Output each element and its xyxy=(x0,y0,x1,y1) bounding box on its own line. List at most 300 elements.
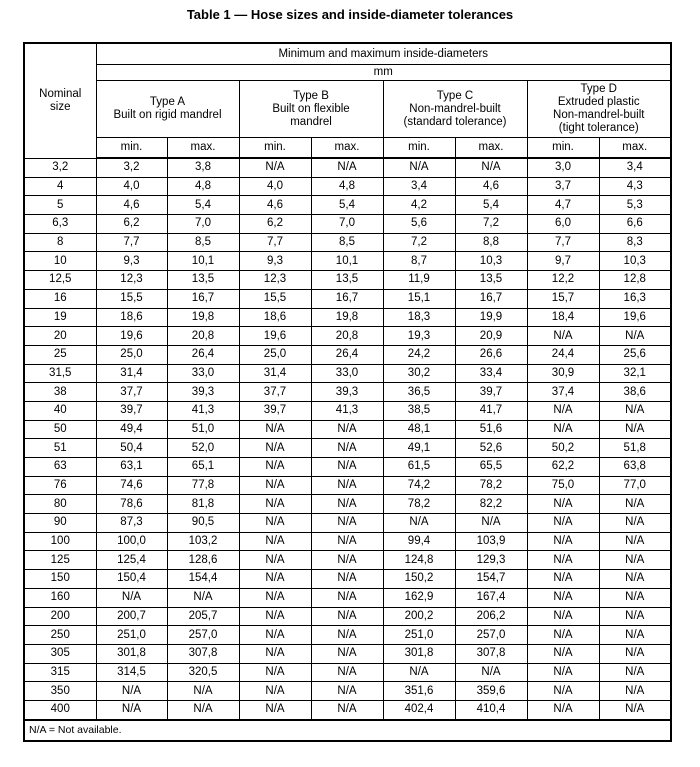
diameter-cell: 78,2 xyxy=(455,476,527,495)
table-row xyxy=(24,700,671,719)
diameter-cell: 251,0 xyxy=(383,626,455,645)
table-caption: Table 1 — Hose sizes and inside-diameter tolerances xyxy=(186,7,514,22)
diameter-cell: N/A xyxy=(311,663,383,682)
diameter-cell: 19,9 xyxy=(455,308,527,327)
diameter-cell: 10,3 xyxy=(455,252,527,271)
diameter-cell: 5,4 xyxy=(311,196,383,215)
diameter-cell: 301,8 xyxy=(383,644,455,663)
table-row xyxy=(24,626,671,645)
nominal-size-cell: 305 xyxy=(24,644,96,663)
diameter-cell: 8,5 xyxy=(167,233,239,252)
diameter-cell: 7,7 xyxy=(239,233,311,252)
diameter-cell: 200,2 xyxy=(383,607,455,626)
diameter-cell: 41,7 xyxy=(455,401,527,420)
diameter-cell: 36,5 xyxy=(383,383,455,402)
diameter-cell: N/A xyxy=(527,401,599,420)
diameter-cell: N/A xyxy=(311,551,383,570)
diameter-cell: 12,3 xyxy=(96,271,167,290)
diameter-cell: 41,3 xyxy=(167,401,239,420)
diameter-cell: N/A xyxy=(599,626,671,645)
diameter-cell: 410,4 xyxy=(455,700,527,719)
diameter-cell: N/A xyxy=(383,514,455,533)
diameter-cell: 26,4 xyxy=(167,345,239,364)
diameter-cell: 11,9 xyxy=(383,271,455,290)
type-d-header: Type D Extruded plastic Non-mandrel-built (tight tolerance) xyxy=(527,81,671,138)
diameter-cell: 33,0 xyxy=(311,364,383,383)
unit-header: mm xyxy=(96,65,671,81)
table-row xyxy=(24,514,671,533)
type-a-min-header: min. xyxy=(96,138,167,159)
diameter-cell: 4,6 xyxy=(96,196,167,215)
diameter-cell: 39,7 xyxy=(455,383,527,402)
diameter-cell: 65,1 xyxy=(167,458,239,477)
diameter-cell: 257,0 xyxy=(455,626,527,645)
type-c-max-header: max. xyxy=(455,138,527,159)
diameter-cell: N/A xyxy=(239,682,311,701)
diameter-cell: 62,2 xyxy=(527,458,599,477)
diameter-cell: 74,2 xyxy=(383,476,455,495)
diameter-cell: 128,6 xyxy=(167,551,239,570)
diameter-cell: 7,0 xyxy=(167,215,239,234)
diameter-cell: 30,2 xyxy=(383,364,455,383)
table-body xyxy=(24,158,671,720)
diameter-cell: N/A xyxy=(599,570,671,589)
diameter-cell: 4,8 xyxy=(167,177,239,196)
diameter-cell: 257,0 xyxy=(167,626,239,645)
diameter-cell: 129,3 xyxy=(455,551,527,570)
diameter-cell: N/A xyxy=(311,607,383,626)
diameter-cell: 167,4 xyxy=(455,588,527,607)
diameter-cell: N/A xyxy=(527,420,599,439)
diameter-cell: 18,4 xyxy=(527,308,599,327)
diameter-cell: 49,4 xyxy=(96,420,167,439)
diameter-cell: N/A xyxy=(311,570,383,589)
diameter-cell: N/A xyxy=(527,588,599,607)
group-header: Minimum and maximum inside-diameters xyxy=(96,43,671,65)
diameter-cell: 251,0 xyxy=(96,626,167,645)
nominal-size-cell: 315 xyxy=(24,663,96,682)
diameter-cell: N/A xyxy=(167,700,239,719)
nominal-size-cell: 8 xyxy=(24,233,96,252)
diameter-cell: 51,0 xyxy=(167,420,239,439)
diameter-cell: 8,7 xyxy=(383,252,455,271)
diameter-cell: 16,7 xyxy=(311,289,383,308)
nominal-size-cell: 51 xyxy=(24,439,96,458)
diameter-cell: N/A xyxy=(527,551,599,570)
diameter-cell: 124,8 xyxy=(383,551,455,570)
table-row xyxy=(24,476,671,495)
diameter-cell: 8,3 xyxy=(599,233,671,252)
nominal-size-cell: 5 xyxy=(24,196,96,215)
nominal-size-cell: 3,2 xyxy=(24,158,96,177)
table-row xyxy=(24,177,671,196)
diameter-cell: N/A xyxy=(527,663,599,682)
diameter-cell: N/A xyxy=(383,158,455,177)
diameter-cell: 37,4 xyxy=(527,383,599,402)
diameter-cell: N/A xyxy=(311,626,383,645)
diameter-cell: N/A xyxy=(239,420,311,439)
diameter-cell: N/A xyxy=(311,495,383,514)
diameter-cell: 13,5 xyxy=(167,271,239,290)
table-row xyxy=(24,271,671,290)
table-row xyxy=(24,327,671,346)
diameter-cell: 3,0 xyxy=(527,158,599,177)
diameter-cell: 7,2 xyxy=(383,233,455,252)
diameter-cell: 206,2 xyxy=(455,607,527,626)
nominal-size-cell: 350 xyxy=(24,682,96,701)
type-c-header: Type C Non-mandrel-built (standard tolerance) xyxy=(383,81,527,138)
diameter-cell: 38,5 xyxy=(383,401,455,420)
diameter-cell: 12,2 xyxy=(527,271,599,290)
diameter-cell: 154,4 xyxy=(167,570,239,589)
diameter-cell: 24,2 xyxy=(383,345,455,364)
diameter-cell: 5,4 xyxy=(455,196,527,215)
nominal-size-cell: 40 xyxy=(24,401,96,420)
diameter-cell: N/A xyxy=(455,514,527,533)
diameter-cell: 103,2 xyxy=(167,532,239,551)
diameter-cell: 48,1 xyxy=(383,420,455,439)
table-row xyxy=(24,364,671,383)
diameter-cell: 9,3 xyxy=(239,252,311,271)
diameter-cell: N/A xyxy=(311,420,383,439)
diameter-cell: 26,4 xyxy=(311,345,383,364)
diameter-cell: 4,2 xyxy=(383,196,455,215)
table-row xyxy=(24,551,671,570)
diameter-cell: N/A xyxy=(239,551,311,570)
diameter-cell: N/A xyxy=(167,682,239,701)
diameter-cell: 38,6 xyxy=(599,383,671,402)
diameter-cell: N/A xyxy=(599,607,671,626)
diameter-cell: 33,4 xyxy=(455,364,527,383)
diameter-cell: 7,0 xyxy=(311,215,383,234)
diameter-cell: 74,6 xyxy=(96,476,167,495)
diameter-cell: 351,6 xyxy=(383,682,455,701)
diameter-cell: 4,6 xyxy=(239,196,311,215)
diameter-cell: 25,6 xyxy=(599,345,671,364)
table-row xyxy=(24,570,671,589)
type-b-min-header: min. xyxy=(239,138,311,159)
table-row xyxy=(24,196,671,215)
diameter-cell: N/A xyxy=(599,663,671,682)
diameter-cell: N/A xyxy=(311,682,383,701)
diameter-cell: 65,5 xyxy=(455,458,527,477)
diameter-cell: 15,7 xyxy=(527,289,599,308)
diameter-cell: 13,5 xyxy=(455,271,527,290)
table-row xyxy=(24,644,671,663)
diameter-cell: 4,0 xyxy=(96,177,167,196)
table-row xyxy=(24,607,671,626)
diameter-cell: 5,3 xyxy=(599,196,671,215)
diameter-cell: N/A xyxy=(527,532,599,551)
diameter-cell: N/A xyxy=(599,401,671,420)
diameter-cell: N/A xyxy=(527,327,599,346)
diameter-cell: 6,2 xyxy=(96,215,167,234)
nominal-size-cell: 20 xyxy=(24,327,96,346)
diameter-cell: 52,0 xyxy=(167,439,239,458)
diameter-cell: 4,0 xyxy=(239,177,311,196)
table-row xyxy=(24,682,671,701)
table-row xyxy=(24,252,671,271)
diameter-cell: 3,7 xyxy=(527,177,599,196)
diameter-cell: N/A xyxy=(311,700,383,719)
diameter-cell: 150,2 xyxy=(383,570,455,589)
diameter-cell: N/A xyxy=(599,420,671,439)
diameter-cell: 39,7 xyxy=(239,401,311,420)
diameter-cell: 13,5 xyxy=(311,271,383,290)
diameter-cell: 6,2 xyxy=(239,215,311,234)
diameter-cell: 4,6 xyxy=(455,177,527,196)
diameter-cell: 25,0 xyxy=(96,345,167,364)
diameter-cell: 7,7 xyxy=(527,233,599,252)
diameter-cell: N/A xyxy=(239,476,311,495)
diameter-cell: 402,4 xyxy=(383,700,455,719)
diameter-cell: N/A xyxy=(239,458,311,477)
diameter-cell: 103,9 xyxy=(455,532,527,551)
nominal-size-cell: 16 xyxy=(24,289,96,308)
diameter-cell: 37,7 xyxy=(239,383,311,402)
table-row xyxy=(24,663,671,682)
diameter-cell: 19,3 xyxy=(383,327,455,346)
diameter-cell: 20,8 xyxy=(167,327,239,346)
table-row xyxy=(24,383,671,402)
diameter-cell: 8,8 xyxy=(455,233,527,252)
diameter-cell: N/A xyxy=(527,607,599,626)
diameter-cell: 51,8 xyxy=(599,439,671,458)
diameter-cell: 6,0 xyxy=(527,215,599,234)
nominal-size-cell: 63 xyxy=(24,458,96,477)
diameter-cell: 4,7 xyxy=(527,196,599,215)
table-row xyxy=(24,588,671,607)
nominal-size-cell: 200 xyxy=(24,607,96,626)
diameter-cell: 61,5 xyxy=(383,458,455,477)
table-row xyxy=(24,401,671,420)
diameter-cell: 81,8 xyxy=(167,495,239,514)
diameter-cell: 18,6 xyxy=(96,308,167,327)
diameter-cell: 25,0 xyxy=(239,345,311,364)
diameter-cell: N/A xyxy=(239,158,311,177)
diameter-cell: N/A xyxy=(527,570,599,589)
diameter-cell: 18,3 xyxy=(383,308,455,327)
diameter-cell: N/A xyxy=(311,532,383,551)
diameter-cell: 33,0 xyxy=(167,364,239,383)
diameter-cell: N/A xyxy=(311,439,383,458)
nominal-size-cell: 100 xyxy=(24,532,96,551)
nominal-size-cell: 80 xyxy=(24,495,96,514)
diameter-cell: 78,6 xyxy=(96,495,167,514)
diameter-cell: N/A xyxy=(311,588,383,607)
diameter-cell: 18,6 xyxy=(239,308,311,327)
nominal-size-cell: 50 xyxy=(24,420,96,439)
diameter-cell: 20,9 xyxy=(455,327,527,346)
table-note: N/A = Not available. xyxy=(24,720,671,741)
table-row xyxy=(24,308,671,327)
diameter-cell: 20,8 xyxy=(311,327,383,346)
diameter-cell: N/A xyxy=(239,532,311,551)
diameter-cell: 31,4 xyxy=(239,364,311,383)
diameter-cell: 5,4 xyxy=(167,196,239,215)
nominal-size-cell: 250 xyxy=(24,626,96,645)
nominal-size-cell: 4 xyxy=(24,177,96,196)
diameter-cell: 5,6 xyxy=(383,215,455,234)
diameter-cell: 52,6 xyxy=(455,439,527,458)
table-row xyxy=(24,345,671,364)
diameter-cell: N/A xyxy=(599,514,671,533)
diameter-cell: N/A xyxy=(599,682,671,701)
diameter-cell: N/A xyxy=(239,644,311,663)
diameter-cell: 16,7 xyxy=(455,289,527,308)
diameter-cell: N/A xyxy=(239,570,311,589)
diameter-cell: 3,4 xyxy=(599,158,671,177)
diameter-cell: N/A xyxy=(167,588,239,607)
diameter-cell: 307,8 xyxy=(167,644,239,663)
diameter-cell: N/A xyxy=(96,682,167,701)
diameter-cell: 4,8 xyxy=(311,177,383,196)
diameter-cell: 39,3 xyxy=(311,383,383,402)
diameter-cell: 9,3 xyxy=(96,252,167,271)
diameter-cell: 205,7 xyxy=(167,607,239,626)
nominal-size-cell: 31,5 xyxy=(24,364,96,383)
nominal-size-cell: 76 xyxy=(24,476,96,495)
diameter-cell: N/A xyxy=(527,644,599,663)
type-d-max-header: max. xyxy=(599,138,671,159)
diameter-cell: N/A xyxy=(311,158,383,177)
diameter-cell: 51,6 xyxy=(455,420,527,439)
diameter-cell: 50,2 xyxy=(527,439,599,458)
diameter-cell: N/A xyxy=(455,158,527,177)
table-row xyxy=(24,458,671,477)
diameter-cell: 77,8 xyxy=(167,476,239,495)
diameter-cell: 10,1 xyxy=(311,252,383,271)
diameter-cell: 16,3 xyxy=(599,289,671,308)
diameter-cell: 19,8 xyxy=(311,308,383,327)
diameter-cell: N/A xyxy=(311,514,383,533)
diameter-cell: N/A xyxy=(96,700,167,719)
diameter-cell: 82,2 xyxy=(455,495,527,514)
diameter-cell: 359,6 xyxy=(455,682,527,701)
diameter-cell: 78,2 xyxy=(383,495,455,514)
diameter-cell: 63,8 xyxy=(599,458,671,477)
diameter-cell: 87,3 xyxy=(96,514,167,533)
nominal-size-cell: 6,3 xyxy=(24,215,96,234)
diameter-cell: N/A xyxy=(239,626,311,645)
diameter-cell: 15,1 xyxy=(383,289,455,308)
diameter-cell: 19,6 xyxy=(239,327,311,346)
table-row xyxy=(24,532,671,551)
diameter-cell: N/A xyxy=(599,532,671,551)
diameter-cell: N/A xyxy=(599,551,671,570)
nominal-size-cell: 38 xyxy=(24,383,96,402)
diameter-cell: N/A xyxy=(239,700,311,719)
diameter-cell: 19,6 xyxy=(96,327,167,346)
type-a-max-header: max. xyxy=(167,138,239,159)
diameter-cell: N/A xyxy=(239,495,311,514)
table-row xyxy=(24,439,671,458)
nominal-size-header: Nominal size xyxy=(24,43,96,158)
nominal-size-cell: 19 xyxy=(24,308,96,327)
diameter-cell: N/A xyxy=(599,700,671,719)
diameter-cell: 3,4 xyxy=(383,177,455,196)
diameter-cell: N/A xyxy=(311,458,383,477)
diameter-cell: 31,4 xyxy=(96,364,167,383)
diameter-cell: 75,0 xyxy=(527,476,599,495)
diameter-cell: 30,9 xyxy=(527,364,599,383)
diameter-cell: N/A xyxy=(599,588,671,607)
diameter-cell: N/A xyxy=(599,495,671,514)
table-row xyxy=(24,420,671,439)
diameter-cell: 99,4 xyxy=(383,532,455,551)
diameter-cell: N/A xyxy=(239,663,311,682)
table-row xyxy=(24,495,671,514)
diameter-cell: 63,1 xyxy=(96,458,167,477)
diameter-cell: N/A xyxy=(527,514,599,533)
nominal-size-cell: 400 xyxy=(24,700,96,719)
diameter-cell: 320,5 xyxy=(167,663,239,682)
diameter-cell: 100,0 xyxy=(96,532,167,551)
nominal-size-cell: 125 xyxy=(24,551,96,570)
table-row xyxy=(24,158,671,177)
table-row xyxy=(24,215,671,234)
type-b-header: Type B Built on flexible mandrel xyxy=(239,81,383,138)
diameter-cell: 7,7 xyxy=(96,233,167,252)
nominal-size-cell: 25 xyxy=(24,345,96,364)
type-d-min-header: min. xyxy=(527,138,599,159)
diameter-cell: 19,6 xyxy=(599,308,671,327)
diameter-cell: 50,4 xyxy=(96,439,167,458)
diameter-cell: 10,3 xyxy=(599,252,671,271)
table-row xyxy=(24,289,671,308)
diameter-cell: N/A xyxy=(599,644,671,663)
diameter-cell: 125,4 xyxy=(96,551,167,570)
diameter-cell: N/A xyxy=(599,327,671,346)
diameter-cell: 15,5 xyxy=(96,289,167,308)
diameter-cell: 24,4 xyxy=(527,345,599,364)
diameter-cell: 4,3 xyxy=(599,177,671,196)
diameter-cell: N/A xyxy=(527,700,599,719)
diameter-cell: 37,7 xyxy=(96,383,167,402)
diameter-cell: N/A xyxy=(96,588,167,607)
diameter-cell: 154,7 xyxy=(455,570,527,589)
diameter-cell: 90,5 xyxy=(167,514,239,533)
diameter-cell: N/A xyxy=(239,607,311,626)
type-c-min-header: min. xyxy=(383,138,455,159)
diameter-cell: 307,8 xyxy=(455,644,527,663)
diameter-cell: N/A xyxy=(311,644,383,663)
diameter-cell: N/A xyxy=(527,682,599,701)
diameter-cell: 150,4 xyxy=(96,570,167,589)
diameter-cell: 6,6 xyxy=(599,215,671,234)
diameter-cell: 3,8 xyxy=(167,158,239,177)
nominal-size-cell: 10 xyxy=(24,252,96,271)
diameter-cell: 314,5 xyxy=(96,663,167,682)
diameter-cell: 49,1 xyxy=(383,439,455,458)
diameter-cell: N/A xyxy=(239,514,311,533)
type-b-max-header: max. xyxy=(311,138,383,159)
table-row xyxy=(24,233,671,252)
diameter-cell: 8,5 xyxy=(311,233,383,252)
diameter-cell: 16,7 xyxy=(167,289,239,308)
diameter-cell: 162,9 xyxy=(383,588,455,607)
nominal-size-cell: 150 xyxy=(24,570,96,589)
diameter-cell: 41,3 xyxy=(311,401,383,420)
diameter-cell: N/A xyxy=(311,476,383,495)
nominal-size-cell: 160 xyxy=(24,588,96,607)
diameter-cell: 12,8 xyxy=(599,271,671,290)
diameter-cell: 15,5 xyxy=(239,289,311,308)
diameter-cell: N/A xyxy=(455,663,527,682)
diameter-cell: 39,7 xyxy=(96,401,167,420)
diameter-cell: N/A xyxy=(383,663,455,682)
diameter-cell: 19,8 xyxy=(167,308,239,327)
